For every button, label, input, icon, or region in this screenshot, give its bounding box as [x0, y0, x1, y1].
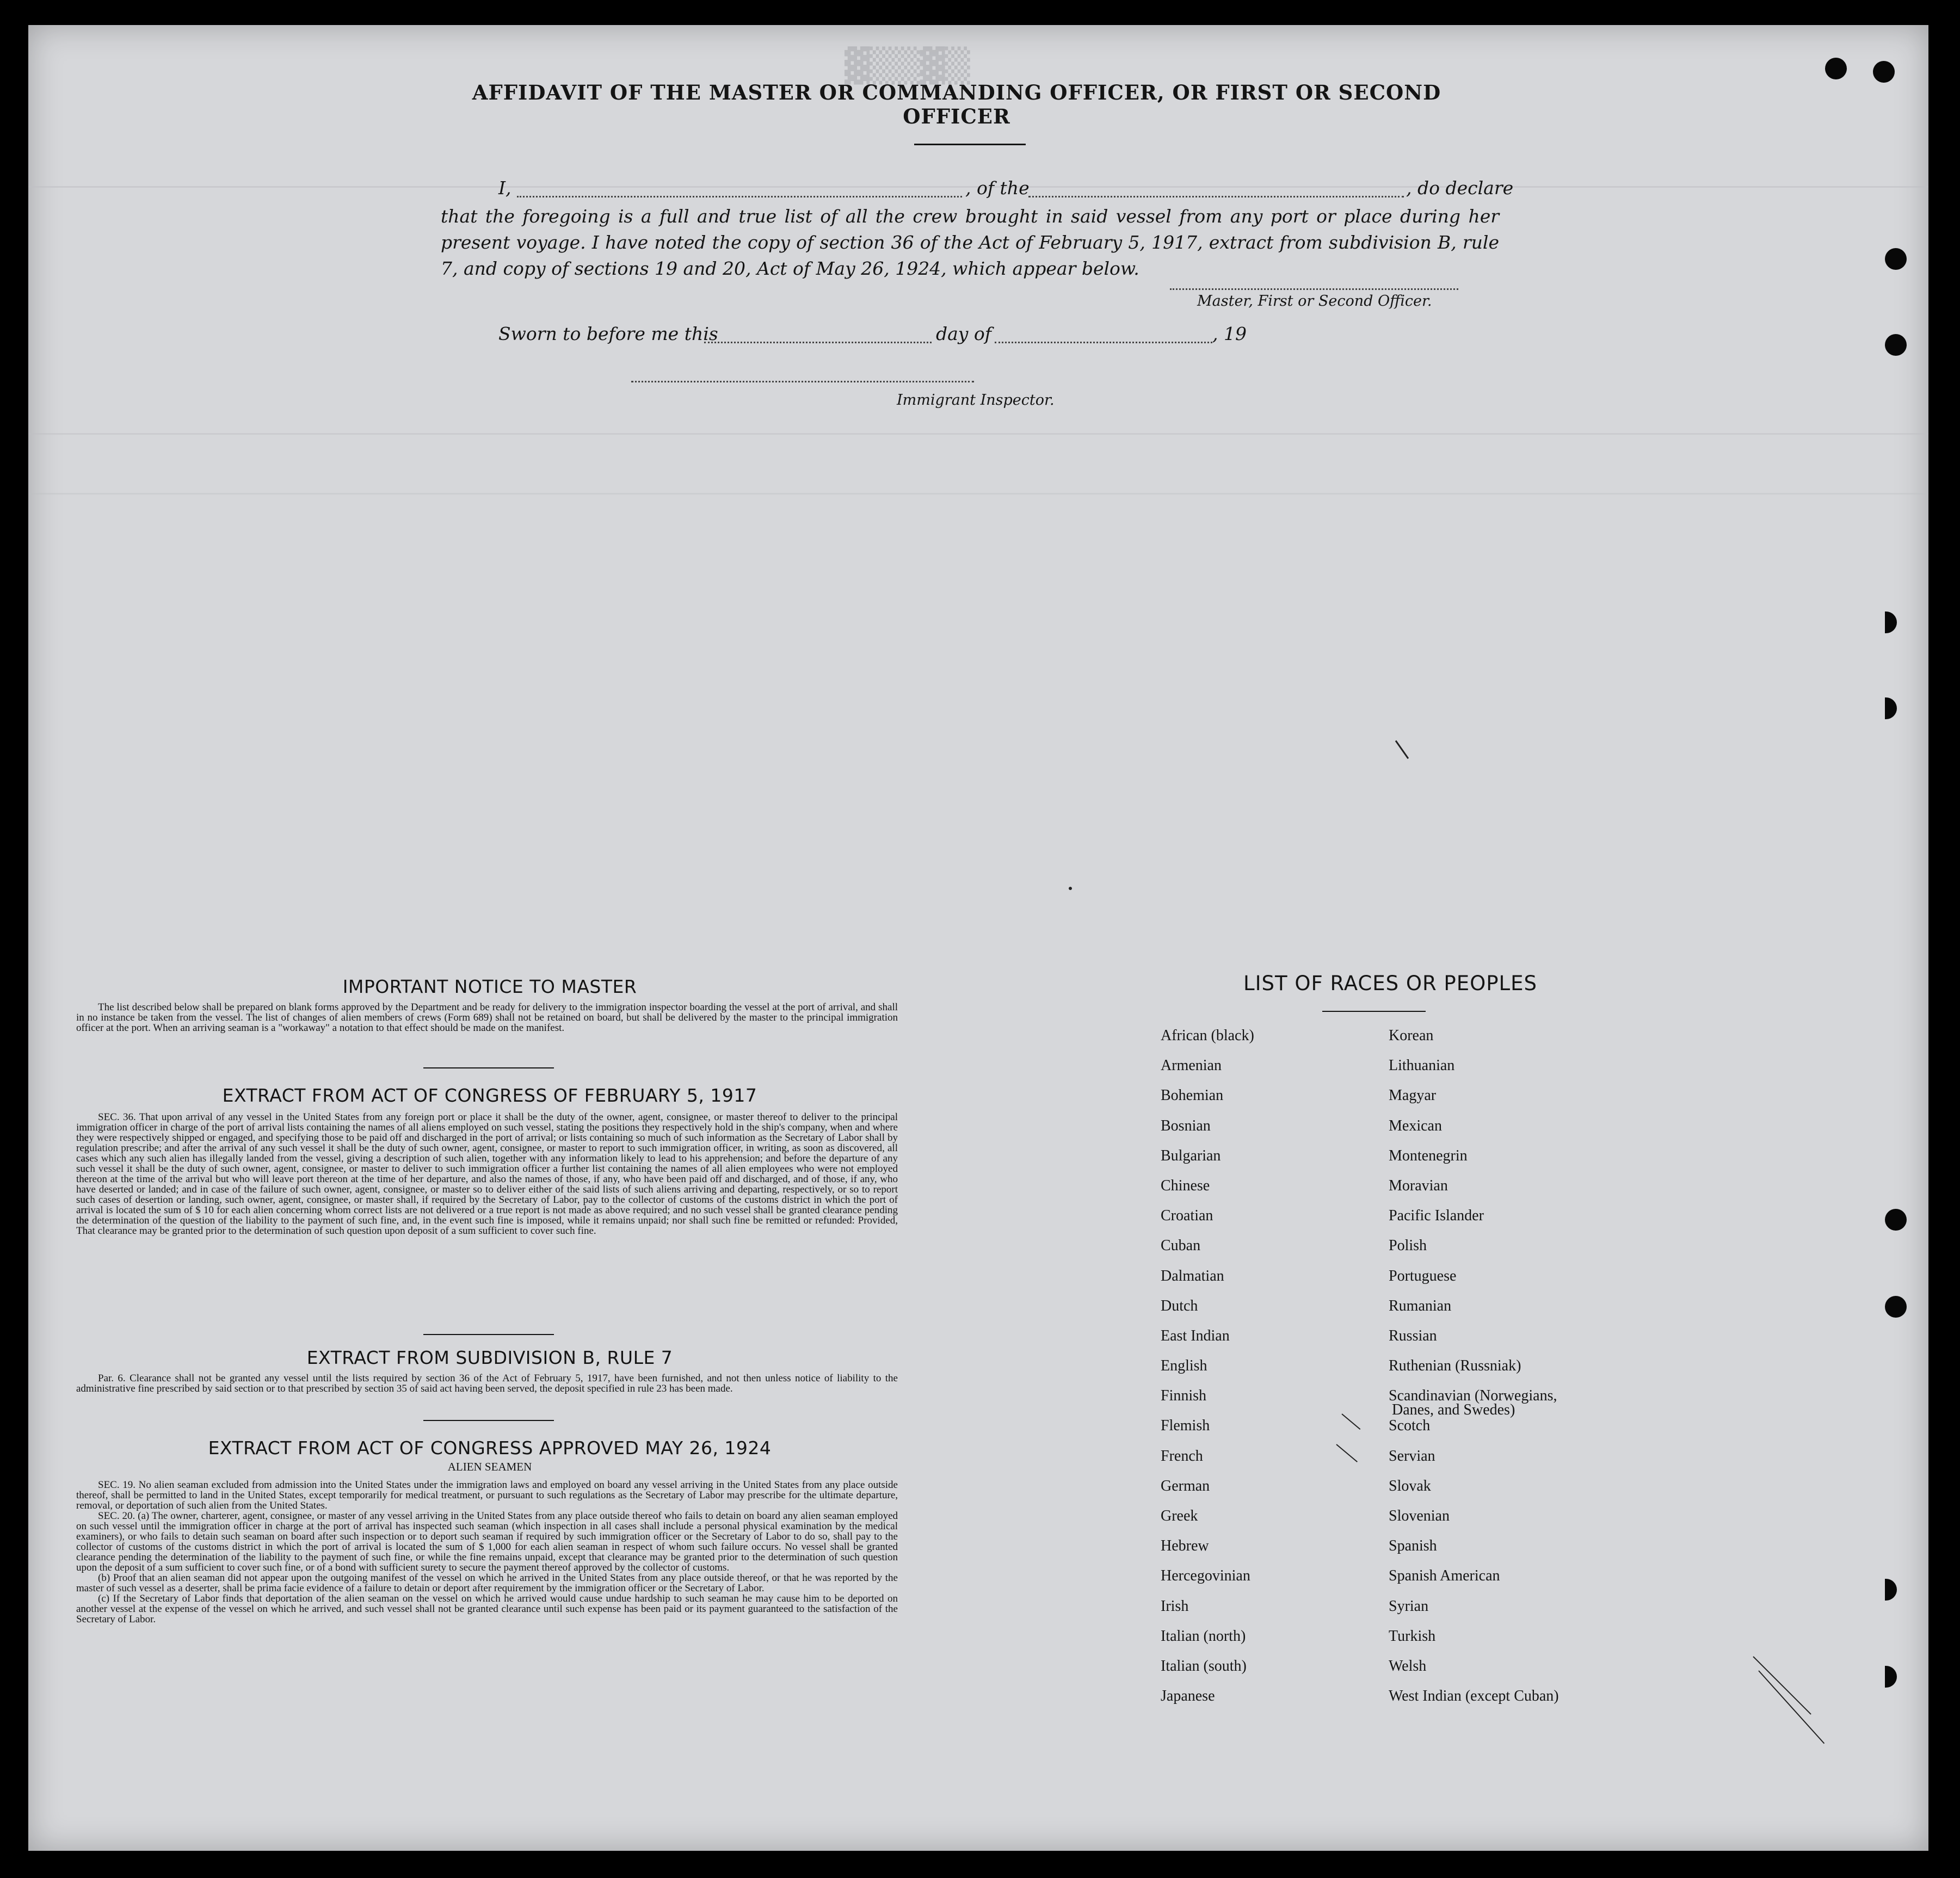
race-label: Rumanian — [1389, 1297, 1452, 1314]
race-item — [1161, 1357, 1254, 1387]
race-item — [1161, 1658, 1254, 1688]
race-item — [1161, 1508, 1254, 1537]
race-label: Lithuanian — [1389, 1057, 1455, 1074]
race-label: Hebrew — [1161, 1537, 1209, 1555]
year-prefix-label: , 19 — [1212, 323, 1247, 344]
race-label: Magyar — [1389, 1087, 1437, 1104]
sec-20c-text: (c) If the Secretary of Labor finds that deportation of the alien seaman on the vessel on which he arrived would cause undue hardship to such seaman he may cause him to be deported on another vessel at the expense of the vessel on which he arrived, and such vessel shall not be granted clearance until such expense has been paid or its payment guaranteed to the satisfaction of the Secretary of Labor. — [76, 1593, 898, 1625]
affidavit-title: AFFIDAVIT OF THE MASTER OR COMMANDING OFFICER, OR FIRST OR SECOND OFFICER — [472, 81, 1441, 128]
race-label: Flemish — [1161, 1417, 1210, 1435]
race-label: Italian (north) — [1161, 1627, 1246, 1645]
race-item — [1389, 1628, 1559, 1658]
race-label: Montenegrin — [1389, 1147, 1468, 1164]
race-label: Servian — [1389, 1447, 1435, 1465]
punch-hole — [1873, 61, 1895, 83]
race-item — [1389, 1478, 1559, 1508]
race-item — [1161, 1237, 1254, 1267]
punch-hole — [1885, 1296, 1907, 1318]
race-item — [1389, 1658, 1559, 1688]
section-divider — [423, 1067, 554, 1068]
punch-hole — [1885, 1666, 1897, 1688]
notice-to-master-text: The list described below shall be prepared on blank forms approved by the Department and be ready for delivery to the immigration inspector boarding the vessel at the port of arrival, and shall in no instance be taken from the vessel. The list of changes of alien members of crews (Form 689) shall not be retained on board, but shall be delivered by the master to the principal immigration officer at the port. When an arriving seaman is a "workaway" a notation to that effect should be made on the manifest. — [76, 1002, 898, 1034]
race-label: West Indian (except Cuban) — [1389, 1688, 1559, 1705]
race-item — [1389, 1327, 1559, 1357]
race-item — [1161, 1537, 1254, 1567]
race-label-continuation: Danes, and Swedes) — [1392, 1401, 1515, 1419]
race-label: East Indian — [1161, 1327, 1230, 1344]
race-label: Dalmatian — [1161, 1267, 1224, 1284]
race-label: Italian (south) — [1161, 1657, 1247, 1675]
name-blank[interactable] — [517, 196, 962, 197]
race-item — [1389, 1387, 1559, 1417]
race-label: Scandinavian (Norwegians, — [1389, 1387, 1557, 1405]
vessel-blank[interactable] — [1028, 196, 1404, 197]
race-item — [1161, 1298, 1254, 1327]
race-item — [1161, 1147, 1254, 1177]
race-item — [1161, 1598, 1254, 1628]
race-label: Pacific Islander — [1389, 1207, 1484, 1225]
punch-hole — [1885, 1579, 1897, 1601]
race-label: Cuban — [1161, 1237, 1201, 1255]
race-label: Finnish — [1161, 1387, 1207, 1405]
race-item — [1161, 1027, 1254, 1057]
extract-1917-text: SEC. 36. That upon arrival of any vessel in the United States from any foreign port or place it shall be the duty of the owner, agent, consignee, or master thereof to deliver to the principal immigration officer in charge of the port of arrival lists containing the names of all aliens employed on such vessel, stating the positions they respectively hold in the ship's company, when and where they were respectively shipped or engaged, and specifying those to be paid off and discharged in the port of arrival; or lists containing so much of such information as the Secretary of Labor shall by regulation prescribe; and after the arrival of any such vessel it shall be the duty of such owner, agent, consignee, or master to report to such immigration officer, in writing, as soon as discovered, all cases which any such alien has illegally landed from the vessel, giving a description of such alien, together with any information likely to lead to his apprehension; and before the departure of any such vessel it shall be the duty of such owner, agent, consignee, or master to deliver to such immigration officer a further list containing the names of all alien employees who were not employed thereon at the time of the arrival but who will leave port thereon at the time of her departure, and also the names of those, if any, who have been paid off and discharged, and of those, if any, who have deserted or landed; and in case of the failure of such owner, agent, consignee, or master so to deliver either of the said lists of such aliens arriving and departing, respectively, or so to report such cases of desertion or landing, such owner, agent, consignee, or master shall, if required by the Secretary of Labor, pay to the collector of customs of the customs district in which the port of arrival is located the sum of $ 10 for each alien concerning whom correct lists are not delivered or a true report is not made as above required; and no such vessel shall be granted clearance pending the determination of the question of the liability to the payment of such fine, and, in the event such fine is imposed, while it remains unpaid; nor shall such fine be remitted or refunded: Provided, That clearance may be granted prior to the determination of such question upon deposit of a sum sufficient to cover such fine. — [76, 1111, 898, 1237]
race-item — [1389, 1207, 1559, 1237]
race-label: Polish — [1389, 1237, 1427, 1255]
master-signature-label: Master, First or Second Officer. — [1197, 293, 1432, 310]
affidavit-i-label: I, — [498, 177, 511, 199]
bleed-through-heading: ▓▒▒▓▒ — [845, 47, 970, 85]
races-column-2 — [1389, 1027, 1559, 1718]
race-item — [1161, 1268, 1254, 1298]
race-label: Syrian — [1389, 1597, 1429, 1615]
bleed-through-line — [28, 433, 1928, 435]
race-label: Spanish — [1389, 1537, 1437, 1555]
race-label: Welsh — [1389, 1657, 1427, 1675]
race-label: Greek — [1161, 1508, 1198, 1524]
race-item — [1389, 1357, 1559, 1387]
extract-1924-subtitle: ALIEN SEAMEN — [447, 1460, 532, 1473]
race-label: Moravian — [1389, 1177, 1448, 1194]
race-label: Dutch — [1161, 1297, 1198, 1314]
races-title-underline — [1322, 1011, 1426, 1012]
race-item — [1389, 1027, 1559, 1057]
race-item — [1389, 1537, 1559, 1567]
sec-20a-text: SEC. 20. (a) The owner, charterer, agent, consignee, or master of any vessel arriving in the United States from any place outside thereof who fails to detain on board any alien seaman employed on such vessel until the immigration officer in charge at the port of arrival has inspected such seaman (which inspection in all cases shall include a personal physical examination by the medical examiners), or who fails to detain such seaman on board after such inspection or to deport such seaman if required by such immigration officer or the Secretary of Labor to do so, shall pay to the collector of customs of the customs district in which the port of arrival is located the sum of $ 1,000 for each alien seaman in respect of whom such failure occurs. No vessel shall be granted clearance pending the determination of the liability to the payment of such fine, or while the fine remains unpaid, except that clearance may be granted prior to the determination of such question upon the deposit of a sum sufficient to cover such fine, or of a bond with sufficient surety to secure the payment thereof approved by the collector of customs. — [76, 1510, 898, 1573]
race-item — [1389, 1147, 1559, 1177]
sec-19-text: SEC. 19. No alien seaman excluded from admission into the United States under the immigration laws and employed on board any vessel arriving in the United States from any place outside thereof, shall be permitted to land in the United States, except temporarily for medical treatment, or pursuant to such regulations as the Secretary of Labor may prescribe for the ultimate departure, removal, or deportation of such alien from the United States. — [76, 1479, 898, 1511]
race-label: African (black) — [1161, 1027, 1254, 1044]
race-label: Croatian — [1161, 1207, 1213, 1225]
bleed-through-line — [28, 493, 1928, 495]
race-label: Armenian — [1161, 1057, 1222, 1074]
race-item — [1389, 1117, 1559, 1147]
master-signature-line[interactable] — [1170, 288, 1458, 290]
race-label: Irish — [1161, 1597, 1189, 1615]
race-label: Slovenian — [1389, 1508, 1450, 1524]
race-label: Turkish — [1389, 1627, 1436, 1645]
race-label: Hercegovinian — [1161, 1567, 1250, 1585]
race-item — [1389, 1268, 1559, 1298]
race-label: Bulgarian — [1161, 1147, 1221, 1164]
extract-1917-title: EXTRACT FROM ACT OF CONGRESS OF FEBRUARY 5, 1917 — [222, 1085, 757, 1106]
race-item — [1161, 1057, 1254, 1087]
race-label: French — [1161, 1447, 1203, 1465]
punch-hole — [1885, 248, 1907, 270]
race-item — [1161, 1417, 1254, 1447]
title-underline — [914, 144, 1026, 145]
extract-rule7-title: EXTRACT FROM SUBDIVISION B, RULE 7 — [306, 1347, 673, 1368]
affidavit-of-the-label: , of the — [965, 177, 1030, 199]
races-title: LIST OF RACES OR PEOPLES — [1243, 972, 1538, 995]
races-column-1 — [1161, 1027, 1254, 1718]
race-item — [1161, 1688, 1254, 1718]
race-item — [1389, 1087, 1559, 1117]
extract-rule7-text: Par. 6. Clearance shall not be granted any vessel until the lists required by section 36 of the Act of February 5, 1917, have been furnished, and not then unless notice of liability to the administrative fine prescribed by said section or to that prescribed by section 35 of said act having been served, the deposit specified in rule 23 has been made. — [76, 1373, 898, 1394]
punch-hole — [1885, 334, 1907, 356]
race-item — [1161, 1327, 1254, 1357]
sworn-month-blank[interactable] — [995, 342, 1212, 343]
race-label: Slovak — [1389, 1477, 1431, 1494]
stray-dot — [1069, 887, 1072, 890]
section-divider — [423, 1334, 554, 1335]
affidavit-declare-label: , do declare — [1406, 177, 1514, 199]
race-label: Mexican — [1389, 1117, 1442, 1134]
race-item — [1389, 1057, 1559, 1087]
race-item — [1389, 1688, 1559, 1718]
race-item — [1389, 1237, 1559, 1267]
sec-20b-text: (b) Proof that an alien seaman did not appear upon the outgoing manifest of the vessel on which he arrived in the United States from any place outside thereof, or that he was reported by the master of such vessel as a deserter, shall be prima facie evidence of a failure to detain or deport after requirement by the immigration officer or the Secretary of Labor. — [76, 1572, 898, 1594]
race-label: English — [1161, 1357, 1207, 1375]
race-label: Chinese — [1161, 1177, 1210, 1194]
race-label: Bosnian — [1161, 1117, 1211, 1134]
race-label: Japanese — [1161, 1688, 1215, 1705]
inspector-label: Immigrant Inspector. — [897, 392, 1055, 409]
affidavit-body: that the foregoing is a full and true list of all the crew brought in said vessel from any port or place during her present voyage. I have noted the copy of section 36 of the Act of February 5, 1917, extract from subdivision B, rule 7, and copy of sections 19 and 20, Act of May 26, 1924, which appear below. — [441, 206, 1499, 279]
race-item — [1389, 1298, 1559, 1327]
race-item — [1389, 1598, 1559, 1628]
punch-hole — [1885, 611, 1897, 633]
punch-hole — [1825, 58, 1847, 79]
race-item — [1161, 1177, 1254, 1207]
race-label: German — [1161, 1477, 1210, 1494]
punch-hole — [1885, 1209, 1907, 1231]
race-item — [1161, 1628, 1254, 1658]
race-label: Spanish American — [1389, 1567, 1500, 1585]
sworn-to-label: Sworn to before me this — [498, 323, 718, 344]
punch-hole — [1885, 697, 1897, 719]
race-item — [1389, 1448, 1559, 1478]
notice-to-master-title: IMPORTANT NOTICE TO MASTER — [342, 976, 637, 997]
race-item — [1161, 1478, 1254, 1508]
race-item — [1161, 1448, 1254, 1478]
race-item — [1161, 1567, 1254, 1597]
sworn-day-blank[interactable] — [704, 342, 932, 343]
race-label: Russian — [1389, 1327, 1437, 1344]
section-divider — [423, 1420, 554, 1421]
race-item — [1389, 1417, 1559, 1447]
race-label: Korean — [1389, 1027, 1434, 1044]
race-label: Bohemian — [1161, 1087, 1224, 1104]
inspector-signature-line[interactable] — [631, 381, 974, 382]
race-item — [1161, 1117, 1254, 1147]
race-item — [1161, 1207, 1254, 1237]
day-of-label: day of — [936, 323, 992, 344]
race-item — [1161, 1087, 1254, 1117]
race-item — [1389, 1567, 1559, 1597]
race-item — [1389, 1508, 1559, 1537]
race-label: Ruthenian (Russniak) — [1389, 1357, 1521, 1375]
race-item — [1161, 1387, 1254, 1417]
race-label: Portuguese — [1389, 1267, 1457, 1284]
extract-1924-text — [76, 1480, 898, 1624]
extract-1924-title: EXTRACT FROM ACT OF CONGRESS APPROVED MAY 26, 1924 — [208, 1437, 772, 1459]
race-label: Scotch — [1389, 1417, 1431, 1435]
race-item — [1389, 1177, 1559, 1207]
